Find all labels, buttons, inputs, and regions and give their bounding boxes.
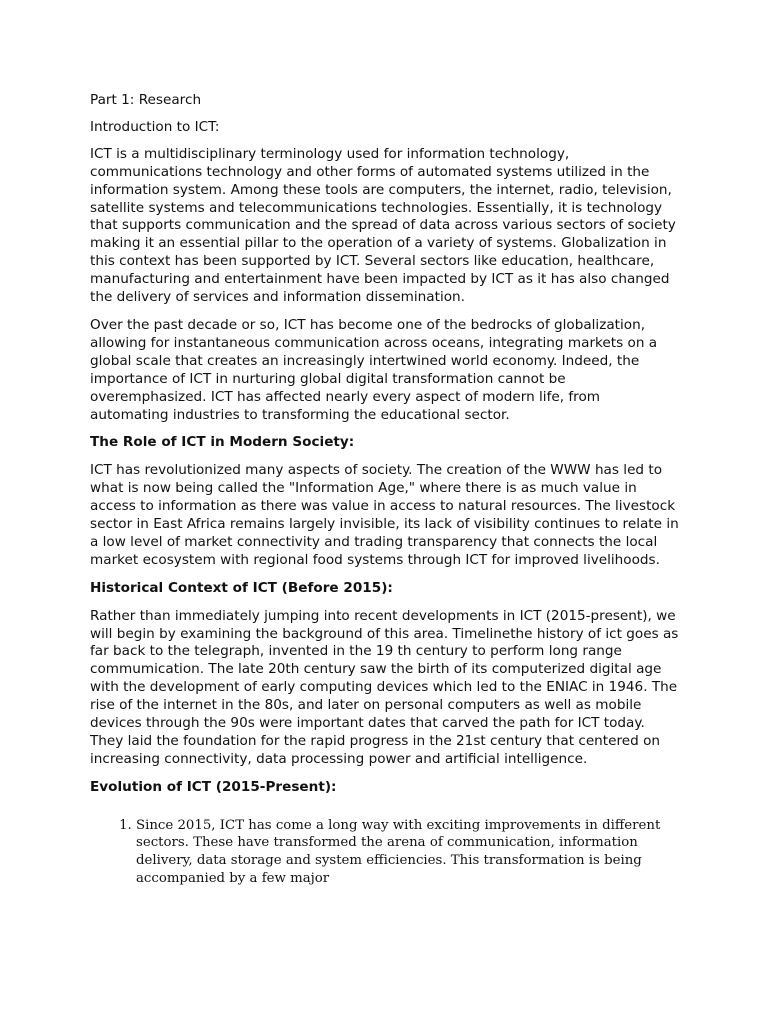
evolution-heading: Evolution of ICT (2015-Present):	[90, 778, 337, 795]
history-heading: Historical Context of ICT (Before 2015):	[90, 579, 393, 596]
intro-heading: Introduction to ICT:	[90, 118, 220, 135]
intro-paragraph-1: ICT is a multidisciplinary terminology used for information technology, communications technology and other forms of automated systems utilized in the information system. Among these tools are computers, the internet, radio, television, satellite systems and telecommunications technologies. Essentially, it is technology that supports communication and the spread of data across various sectors of society making it an essential pillar to the operation of a variety of systems. Globalization in this context has been supported by ICT. Several sectors like education, healthcare, manufacturing and entertainment have been impacted by ICT as it has also changed the delivery of services and information dissemination.	[90, 145, 676, 306]
document-page	[90, 92, 680, 887]
part-title: Part 1: Research	[90, 92, 202, 108]
evolution-list	[90, 817, 680, 887]
role-heading: The Role of ICT in Modern Society:	[90, 434, 355, 451]
history-paragraph: Rather than immediately jumping into recent developments in ICT (2015-present), we will begin by examining the background of this area. Timelinethe history of ict goes as far back to the telegraph, invented in the 19 th century to perform long range commumication. The late 20th century saw the birth of its computerized digital age with the development of early computing devices which led to the ENIAC in 1946. The rise of the internet in the 80s, and later on personal computers as well as mobile devices through the 90s were important dates that carved the path for ICT today. They laid the foundation for the rapid progress in the 21st century that centered on increasing connectivity, data processing power and artificial intelligence.	[90, 607, 679, 767]
role-paragraph: ICT has revolutionized many aspects of society. The creation of the WWW has led to what is now being called the "Information Age," where there is as much value in access to information as there was value in access to natural resources. The livestock sector in East Africa remains largely invisible, its lack of visibility continues to relate in a low level of market connectivity and trading transparency that connects the local market ecosystem with regional food systems through ICT for improved livelihoods.	[90, 462, 679, 568]
evolution-list-item: 1. Since 2015, ICT has come a long way with exciting improvements in different sectors. These have transformed the arena of communication, information delivery, data storage and system efficiencies. This transformation is being accompanied by a few major	[136, 817, 680, 887]
intro-paragraph-2: Over the past decade or so, ICT has become one of the bedrocks of globalization, allowing for instantaneous communication across oceans, integrating markets on a global scale that creates an increasingly intertwined world economy. Indeed, the importance of ICT in nurturing global digital transformation cannot be overemphasized. ICT has affected nearly every aspect of modern life, from automating industries to transforming the educational sector.	[90, 316, 658, 423]
